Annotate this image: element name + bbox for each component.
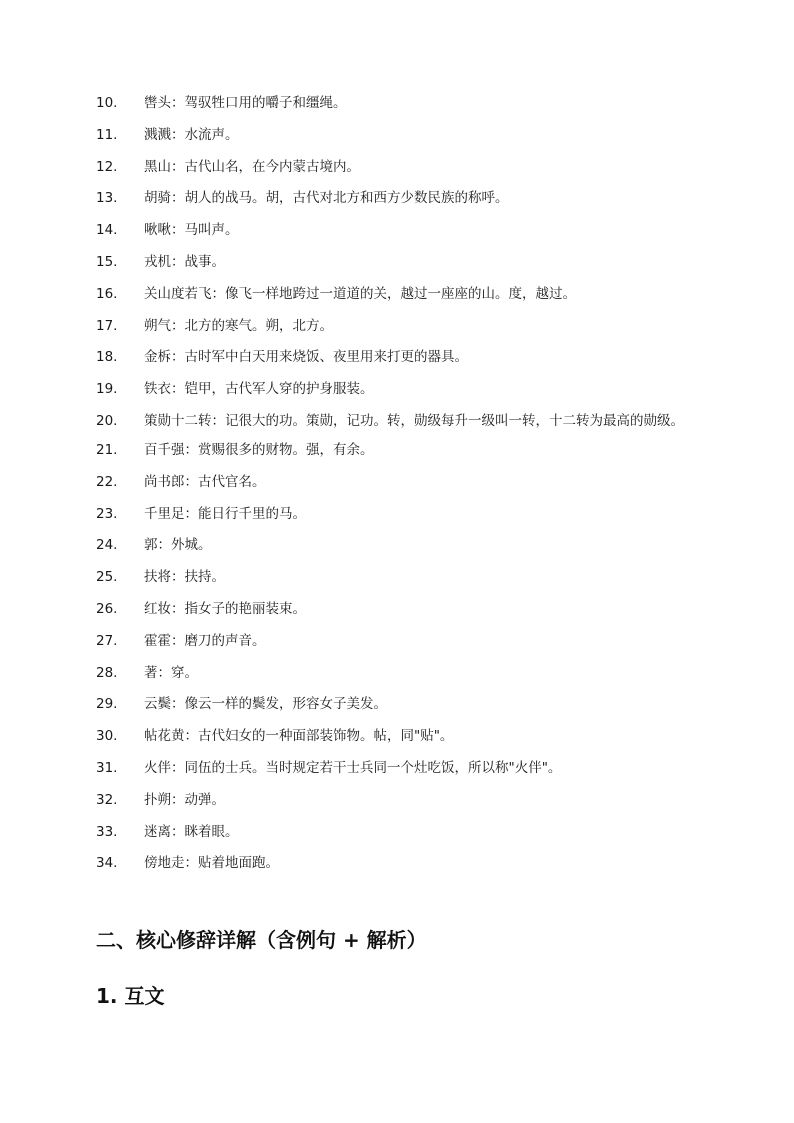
item-text: 百千强：赏赐很多的财物。强，有余。 <box>144 441 374 458</box>
item-text: 帖花黄：古代妇女的一种面部装饰物。帖，同"贴"。 <box>144 728 454 745</box>
item-text: 云鬓：像云一样的鬓发，形容女子美发。 <box>144 696 387 713</box>
list-item <box>96 566 706 588</box>
list-item <box>96 471 706 493</box>
item-text: 黑山：古代山名，在今内蒙古境内。 <box>144 158 360 175</box>
list-item <box>96 439 706 461</box>
item-text: 红妆：指女子的艳丽装束。 <box>144 600 306 617</box>
item-text: 傍地走：贴着地面跑。 <box>144 855 279 872</box>
item-text: 扶将：扶持。 <box>144 569 225 586</box>
section-heading: 二、核心修辞详解（含例句 + 解析） <box>96 928 427 952</box>
list-item <box>96 92 706 114</box>
item-number: 19. <box>96 381 118 398</box>
item-number: 29. <box>96 696 118 713</box>
list-item <box>96 315 706 337</box>
item-text: 辔头：驾驭牲口用的嚼子和缰绳。 <box>144 95 347 111</box>
list-item <box>96 410 706 432</box>
item-number: 13. <box>96 190 118 207</box>
item-number: 33. <box>96 823 118 840</box>
item-number: 14. <box>96 222 118 239</box>
list-item <box>96 187 706 209</box>
item-number: 10. <box>96 95 118 111</box>
item-text: 朔气：北方的寒气。朔，北方。 <box>144 317 333 334</box>
list-item <box>96 821 706 843</box>
item-text: 迷离：眯着眼。 <box>144 823 239 840</box>
item-text: 金柝：古时军中白天用来烧饭、夜里用来打更的器具。 <box>144 349 468 366</box>
list-item <box>96 662 706 684</box>
item-number: 26. <box>96 600 118 617</box>
item-number: 30. <box>96 728 118 745</box>
list-item <box>96 251 706 273</box>
item-number: 15. <box>96 253 118 270</box>
list-item <box>96 346 706 368</box>
item-text: 扑朔：动弹。 <box>144 791 225 808</box>
list-item <box>96 378 706 400</box>
item-number: 31. <box>96 759 118 776</box>
list-item <box>96 598 706 620</box>
item-text: 策勋十二转：记很大的功。策勋，记功。转，勋级每升一级叫一转，十二转为最高的勋级。 <box>144 412 684 429</box>
glossary-list <box>96 92 706 884</box>
list-item <box>96 219 706 241</box>
item-text: 尚书郎：古代官名。 <box>144 473 266 490</box>
item-text: 著：穿。 <box>144 664 198 681</box>
sub-heading: 1. 互文 <box>96 984 165 1008</box>
list-item <box>96 757 706 779</box>
list-item <box>96 283 706 305</box>
item-number: 11. <box>96 126 118 143</box>
item-number: 20. <box>96 412 118 429</box>
item-number: 28. <box>96 664 118 681</box>
list-item <box>96 503 706 525</box>
item-number: 23. <box>96 505 118 522</box>
item-text: 千里足：能日行千里的马。 <box>144 505 306 522</box>
item-text: 铁衣：铠甲，古代军人穿的护身服装。 <box>144 381 374 398</box>
item-text: 胡骑：胡人的战马。胡，古代对北方和西方少数民族的称呼。 <box>144 190 509 207</box>
item-number: 22. <box>96 473 118 490</box>
item-text: 关山度若飞：像飞一样地跨过一道道的关，越过一座座的山。度，越过。 <box>144 285 576 302</box>
item-number: 18. <box>96 349 118 366</box>
list-item <box>96 789 706 811</box>
item-text: 霍霍：磨刀的声音。 <box>144 632 266 649</box>
item-number: 27. <box>96 632 118 649</box>
item-text: 郭：外城。 <box>144 537 212 554</box>
item-number: 24. <box>96 537 118 554</box>
item-number: 32. <box>96 791 118 808</box>
list-item <box>96 156 706 178</box>
item-text: 戎机：战事。 <box>144 253 225 270</box>
item-number: 25. <box>96 569 118 586</box>
list-item <box>96 630 706 652</box>
item-text: 溅溅：水流声。 <box>144 126 239 143</box>
item-number: 16. <box>96 285 118 302</box>
item-number: 21. <box>96 441 118 458</box>
list-item <box>96 852 706 874</box>
item-text: 火伴：同伍的士兵。当时规定若干士兵同一个灶吃饭，所以称"火伴"。 <box>144 759 562 776</box>
list-item <box>96 534 706 556</box>
item-number: 17. <box>96 317 118 334</box>
item-number: 34. <box>96 855 118 872</box>
item-number: 12. <box>96 158 118 175</box>
list-item <box>96 725 706 747</box>
item-text: 啾啾：马叫声。 <box>144 222 239 239</box>
list-item <box>96 124 706 146</box>
list-item <box>96 693 706 715</box>
